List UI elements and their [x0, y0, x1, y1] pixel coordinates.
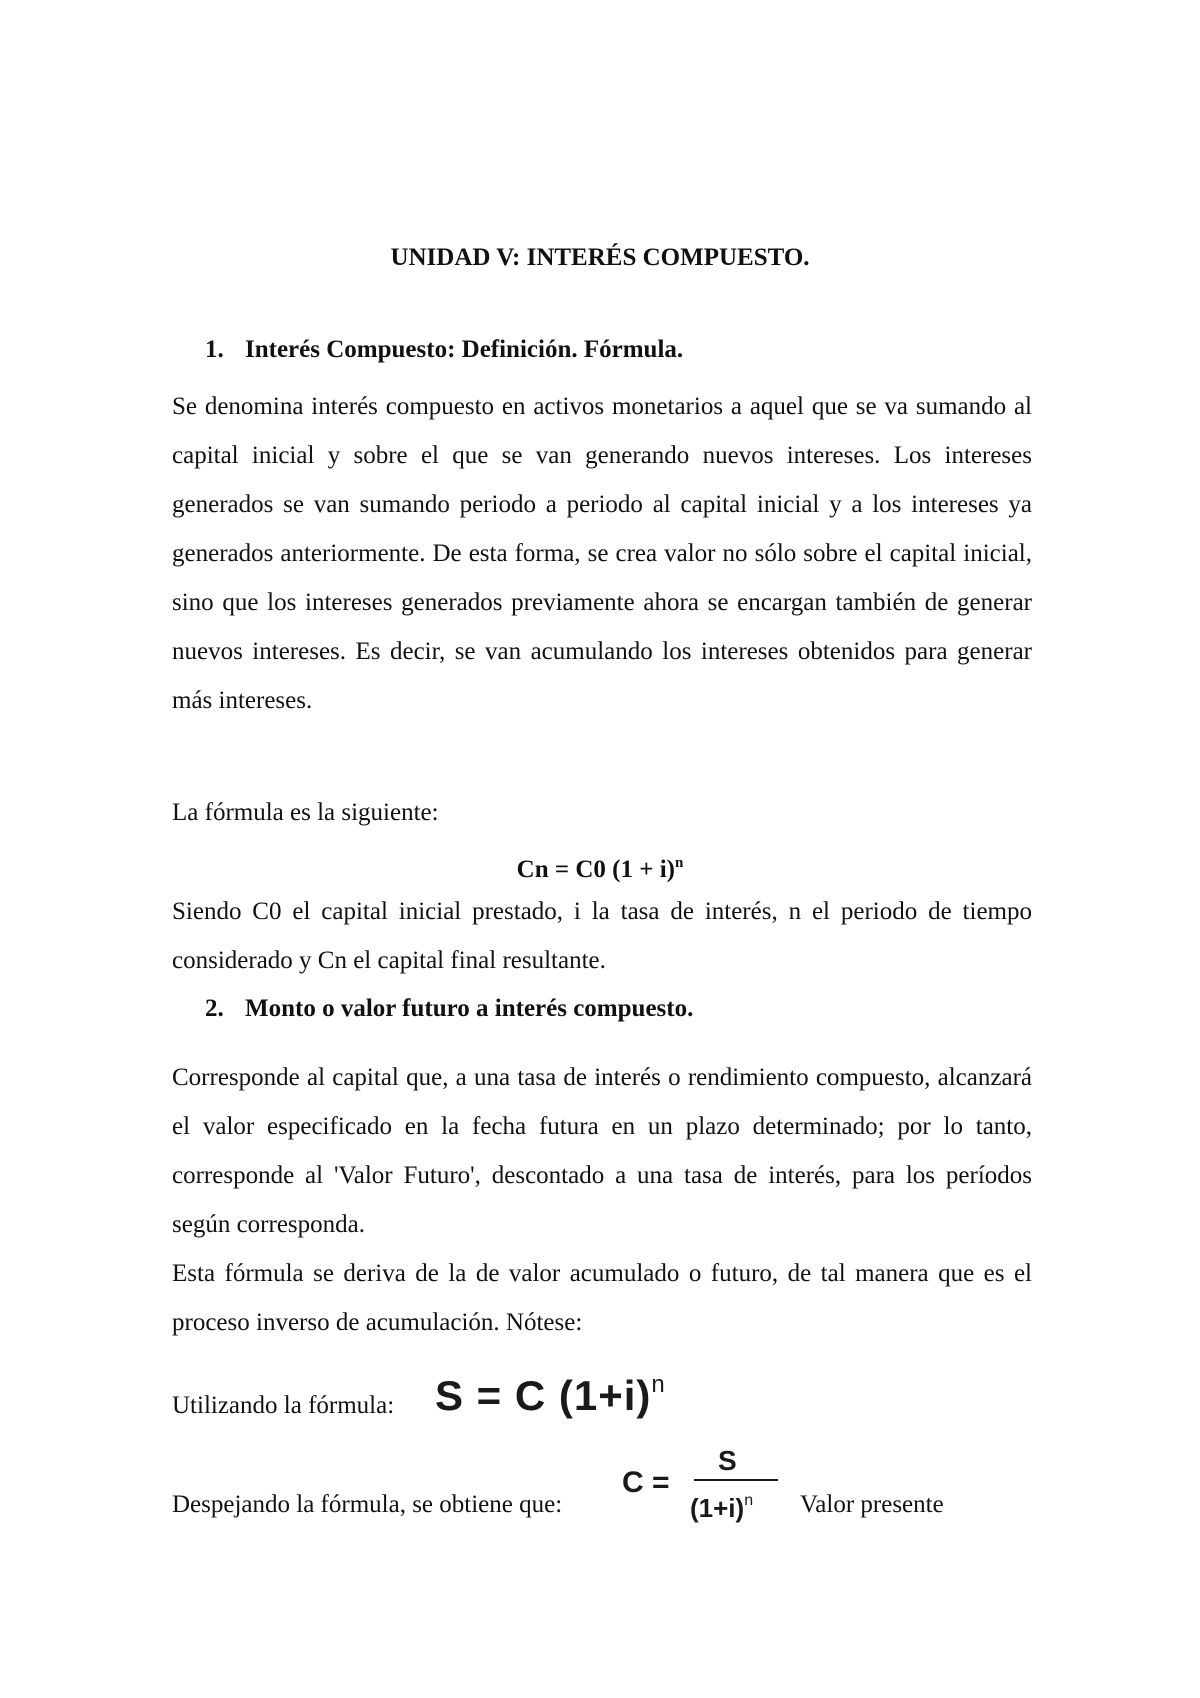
formula-explanation: Siendo C0 el capital inicial prestado, i la tasa de interés, n el periodo de tiempo considerado y Cn el capital final resultante.	[172, 898, 1032, 974]
fraction-bar	[694, 1479, 778, 1481]
solving-label: Despejando la fórmula, se obtiene que:	[172, 1491, 563, 1518]
present-value-formula-lhs: C =	[622, 1466, 670, 1499]
section-2-heading	[205, 994, 693, 1024]
compound-interest-formula	[0, 848, 1200, 885]
present-value-label: Valor presente	[800, 1491, 944, 1518]
section-2-paragraph-1: Corresponde al capital que, a una tasa de interés o rendimiento compuesto, alcanzará el valor especificado en la fecha futura en un plazo determinado; por lo tanto, corresponde al 'Valor Futuro', descontado a una tasa de interés, para los períodos según corresponda.	[172, 1064, 1032, 1238]
present-value-formula-numerator: S	[718, 1445, 737, 1476]
present-value-formula	[622, 1445, 772, 1525]
section-1-number: 1.	[205, 336, 224, 363]
future-value-formula-base: S = C (1+i)	[435, 1372, 652, 1419]
section-1-heading-text: Interés Compuesto: Definición. Fórmula.	[245, 336, 684, 363]
section-2-paragraph-2: Esta fórmula se deriva de la de valor acumulado o futuro, de tal manera que es el proceso inverso de acumulación. Nótese:	[172, 1260, 1032, 1336]
future-value-formula	[435, 1362, 666, 1419]
section-1-paragraph: Se denomina interés compuesto en activos monetarios a aquel que se va sumando al capital inicial y sobre el que se van generando nuevos intereses. Los intereses generados se van sumando periodo a periodo al capital inicial y a los intereses ya generados anteriormente. De esta forma, se crea valor no sólo sobre el capital inicial, sino que los intereses generados previamente ahora se encargan también de generar nuevos intereses. Es decir, se van acumulando los intereses obtenidos para generar más intereses.	[172, 393, 1032, 714]
formula-exponent: n	[675, 855, 684, 871]
formula-base: Cn = C0 (1 + i)	[516, 856, 675, 883]
denominator-exponent: n	[744, 1492, 754, 1509]
section-2-heading-text: Monto o valor futuro a interés compuesto.	[245, 995, 694, 1022]
using-formula-label: Utilizando la fórmula:	[172, 1392, 395, 1419]
unit-title: UNIDAD V: INTERÉS COMPUESTO.	[390, 244, 810, 271]
formula-intro: La fórmula es la siguiente:	[172, 799, 439, 826]
present-value-formula-denominator	[690, 1485, 753, 1524]
section-2-number: 2.	[205, 995, 224, 1022]
future-value-formula-exponent: n	[651, 1371, 666, 1398]
section-1-heading	[205, 335, 683, 365]
denominator-base: (1+i)	[690, 1493, 745, 1523]
